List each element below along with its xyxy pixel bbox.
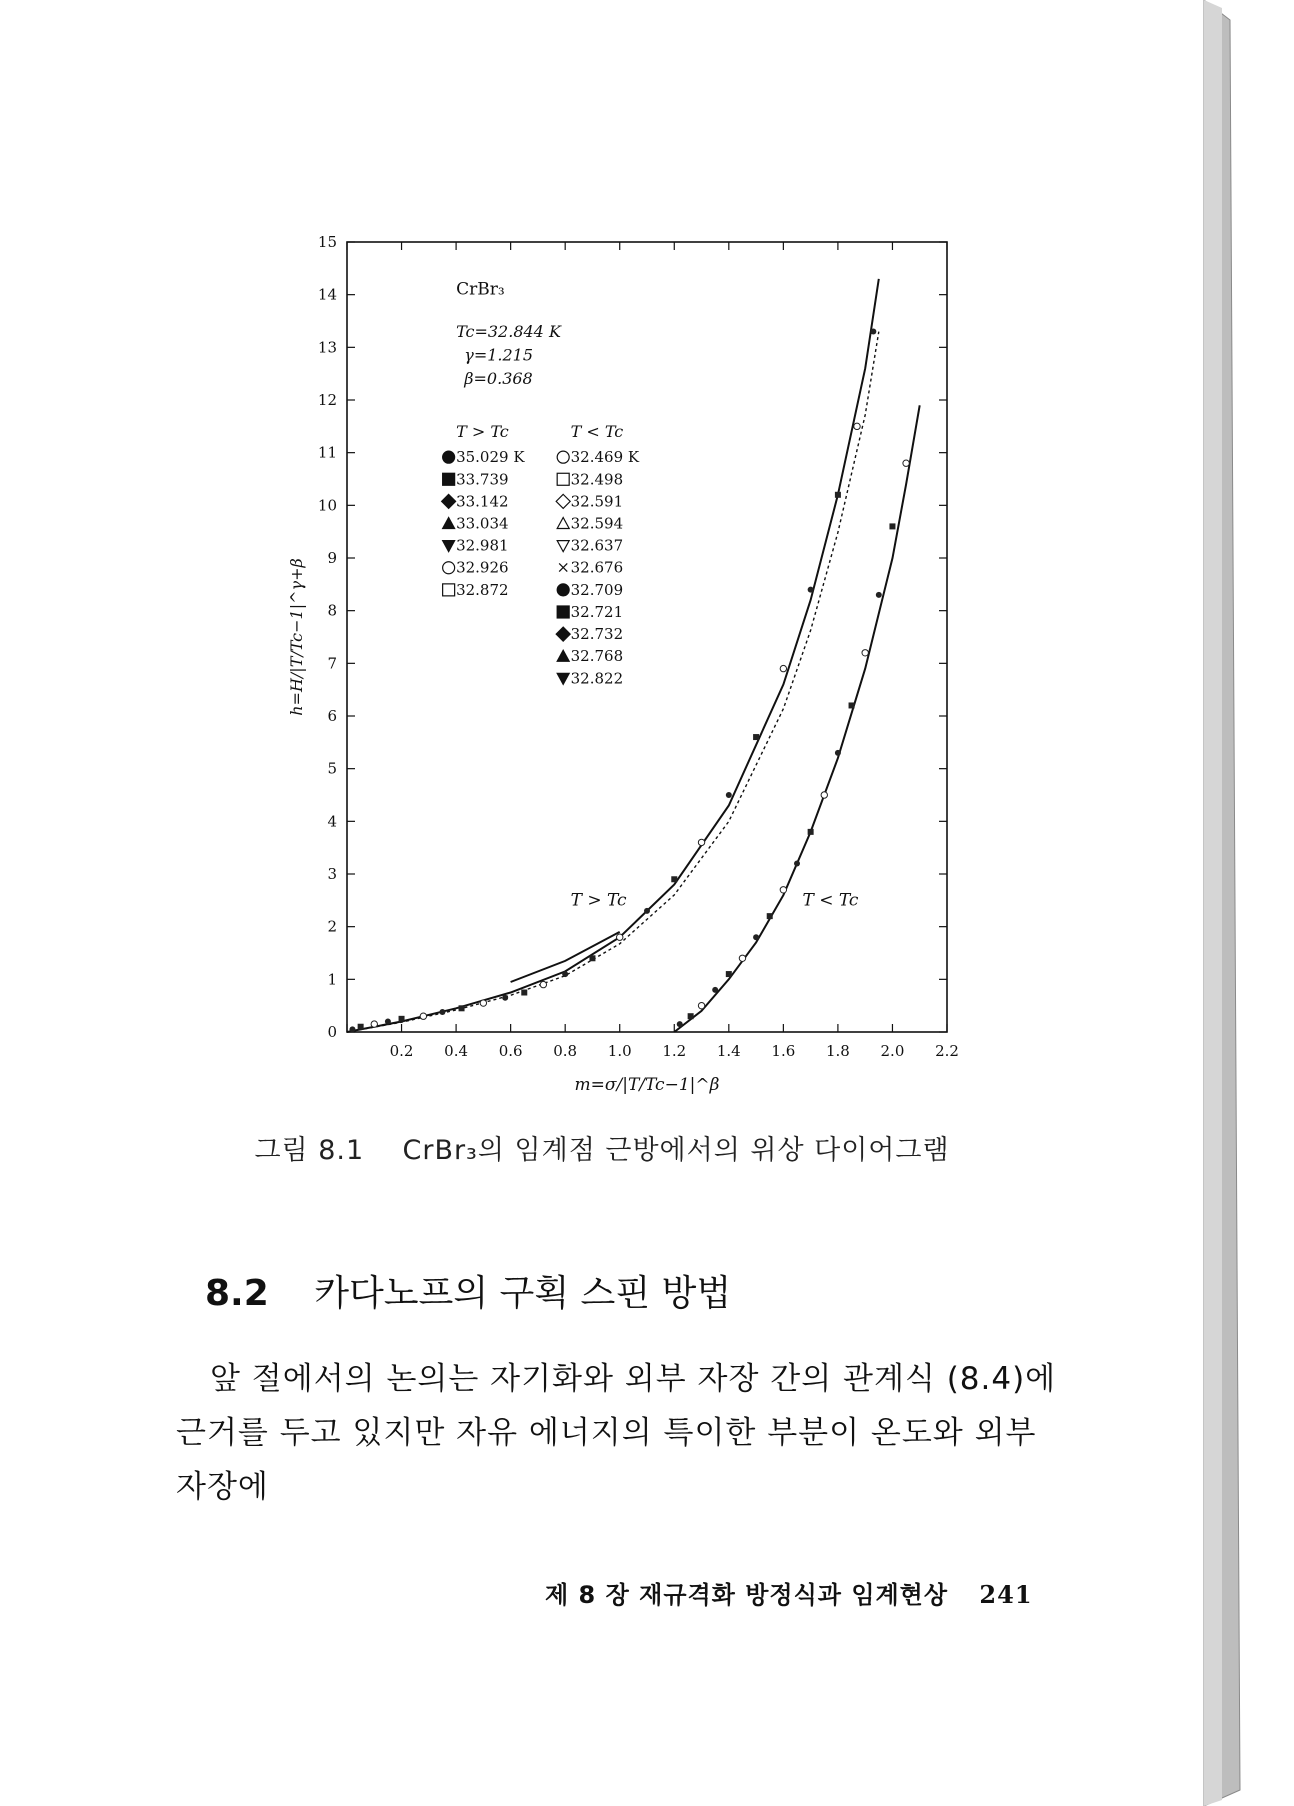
legend-marker-triangle-up <box>557 650 569 661</box>
data-point-above <box>753 734 759 740</box>
data-point-below <box>739 955 745 961</box>
data-point-below <box>835 750 841 756</box>
data-point-below <box>677 1021 683 1027</box>
data-point-above <box>459 1005 465 1011</box>
y-tick-label: 11 <box>317 443 337 462</box>
legend-entry-below: 32.721 <box>570 602 624 621</box>
caption-label: 그림 8.1 <box>254 1135 365 1166</box>
data-point-above <box>521 990 527 996</box>
legend-entry-below: 32.709 <box>570 580 624 599</box>
data-point-above <box>698 839 704 845</box>
data-point-above <box>644 908 650 914</box>
caption-text: CrBr₃의 임계점 근방에서의 위상 다이어그램 <box>402 1135 950 1166</box>
y-tick-label: 0 <box>327 1023 337 1041</box>
fit-curve-below <box>674 405 919 1032</box>
paragraph-line-2: 근거를 두고 있지만 자유 에너지의 특이한 부분이 온도와 외부 <box>176 1415 1037 1451</box>
legend-entry-above: 33.142 <box>456 492 509 511</box>
y-tick-label: 14 <box>317 285 337 304</box>
y-tick-label: 9 <box>327 549 337 567</box>
x-tick-label: 0.8 <box>553 1042 578 1060</box>
x-tick-label: 0.6 <box>498 1042 523 1060</box>
y-tick-label: 12 <box>317 391 337 409</box>
legend-marker-triangle-up <box>557 518 569 529</box>
legend-entry-below: 32.732 <box>570 625 624 644</box>
x-tick-label: 0.2 <box>389 1042 414 1060</box>
legend-header-above: T > Tc <box>456 421 509 441</box>
legend-marker-cross: × <box>556 557 570 577</box>
annotation-beta: β=0.368 <box>464 369 533 389</box>
legend-marker-triangle-down <box>557 673 569 684</box>
y-tick-label: 5 <box>327 759 337 778</box>
y-tick-label: 15 <box>317 233 337 251</box>
x-tick-label: 1.4 <box>716 1042 741 1060</box>
y-tick-label: 2 <box>327 917 337 936</box>
y-tick-label: 10 <box>317 496 337 515</box>
data-point-above <box>385 1018 391 1024</box>
data-point-above <box>349 1026 355 1032</box>
data-point-above <box>371 1021 377 1027</box>
legend-entry-above: 33.739 <box>456 470 509 489</box>
legend-entry-above: 32.926 <box>456 558 509 577</box>
y-tick-label: 7 <box>327 654 337 673</box>
data-point-above <box>726 792 732 798</box>
legend-entry-above: 32.981 <box>456 536 509 555</box>
footer-chapter: 제 8 장 재규격화 방정식과 임계현상 <box>545 1581 949 1609</box>
annotation-gamma: γ=1.215 <box>464 345 534 365</box>
legend-marker-circle <box>557 584 569 596</box>
figure-caption <box>0 1128 1204 1167</box>
data-point-above <box>358 1024 364 1030</box>
x-axis-label: m=σ/|T/Tc−1|^β <box>574 1075 720 1095</box>
x-tick-label: 1.6 <box>771 1042 796 1060</box>
data-point-above <box>854 423 860 429</box>
section-heading <box>205 1265 731 1316</box>
legend-marker-square <box>557 473 569 485</box>
phase-diagram-chart <box>280 220 980 1100</box>
legend-marker-diamond <box>556 627 570 641</box>
data-point-below <box>780 887 786 893</box>
data-point-above <box>870 329 876 335</box>
data-point-below <box>726 971 732 977</box>
data-point-above <box>671 876 677 882</box>
data-point-below <box>712 987 718 993</box>
legend-marker-triangle-up <box>443 518 455 529</box>
body-paragraph <box>176 1352 1076 1514</box>
legend-entry-above: 32.872 <box>456 580 509 599</box>
legend-entry-below: 32.768 <box>570 647 624 666</box>
x-tick-label: 0.4 <box>444 1042 469 1060</box>
x-tick-label: 2.0 <box>880 1042 905 1060</box>
legend-marker-square <box>443 584 455 596</box>
data-point-above <box>617 934 623 940</box>
data-point-above <box>439 1009 445 1015</box>
legend-marker-triangle-down <box>557 541 569 552</box>
data-point-below <box>794 860 800 866</box>
x-tick-label: 1.0 <box>607 1042 632 1060</box>
curve-label-above: T > Tc <box>570 890 627 911</box>
legend-entry-below: 32.822 <box>570 669 624 688</box>
data-point-above <box>502 995 508 1001</box>
paragraph-line-3: 자장에 <box>176 1469 269 1505</box>
page-footer <box>545 1575 1033 1610</box>
data-point-above <box>562 971 568 977</box>
data-point-below <box>876 592 882 598</box>
legend-marker-circle <box>557 451 569 463</box>
annotation-tc: Tc=32.844 K <box>456 321 561 341</box>
data-point-below <box>753 934 759 940</box>
y-tick-label: 3 <box>327 865 337 883</box>
legend-entry-below: 32.591 <box>570 492 624 511</box>
y-tick-label: 1 <box>327 970 337 989</box>
data-point-below <box>808 829 814 835</box>
data-point-below <box>698 1002 704 1008</box>
data-point-above <box>780 665 786 671</box>
data-point-below <box>767 913 773 919</box>
legend-marker-triangle-down <box>443 541 455 552</box>
y-tick-label: 6 <box>327 707 337 725</box>
legend-marker-circle <box>443 562 455 574</box>
legend-entry-below: 32.594 <box>570 514 624 533</box>
data-point-above <box>808 587 814 593</box>
legend-entry-below: 32.676 <box>570 558 624 577</box>
data-point-above <box>399 1016 405 1022</box>
data-point-below <box>889 523 895 529</box>
data-point-above <box>589 955 595 961</box>
legend-entry-below: 32.498 <box>570 470 624 489</box>
data-point-below <box>849 702 855 708</box>
legend-entry-below: 32.469 K <box>570 448 640 467</box>
data-point-below <box>821 792 827 798</box>
x-tick-label: 2.2 <box>935 1042 959 1060</box>
curve-label-below: T < Tc <box>802 890 859 911</box>
data-point-below <box>862 650 868 656</box>
y-tick-label: 8 <box>327 601 337 620</box>
x-tick-label: 1.8 <box>825 1042 850 1060</box>
page-number: 241 <box>979 1580 1033 1609</box>
legend-entry-above: 33.034 <box>456 514 509 533</box>
data-point-above <box>420 1013 426 1019</box>
data-point-below <box>688 1013 694 1019</box>
data-point-below <box>903 460 909 466</box>
legend-header-below: T < Tc <box>570 421 624 441</box>
annotation-material: CrBr₃ <box>456 279 505 300</box>
legend-entry-above: 35.029 K <box>456 448 525 467</box>
y-tick-label: 4 <box>327 812 337 831</box>
legend-marker-diamond <box>442 494 456 508</box>
y-axis-label: h=H/|T/Tc−1|^γ+β <box>287 558 306 716</box>
legend-marker-square <box>443 473 455 485</box>
y-tick-label: 13 <box>317 338 337 357</box>
legend-marker-diamond <box>556 494 570 508</box>
data-point-above <box>540 981 546 987</box>
section-number: 8.2 <box>205 1273 269 1314</box>
legend-marker-circle <box>443 451 455 463</box>
data-point-above <box>480 1000 486 1006</box>
x-tick-label: 1.2 <box>662 1042 687 1060</box>
section-title: 카다노프의 구획 스핀 방법 <box>314 1273 732 1314</box>
legend-marker-square <box>557 606 569 618</box>
data-point-above <box>835 492 841 498</box>
paragraph-line-1: 앞 절에서의 논의는 자기화와 외부 자장 간의 관계식 (8.4)에 <box>210 1361 1057 1397</box>
legend-entry-below: 32.637 <box>570 536 624 555</box>
